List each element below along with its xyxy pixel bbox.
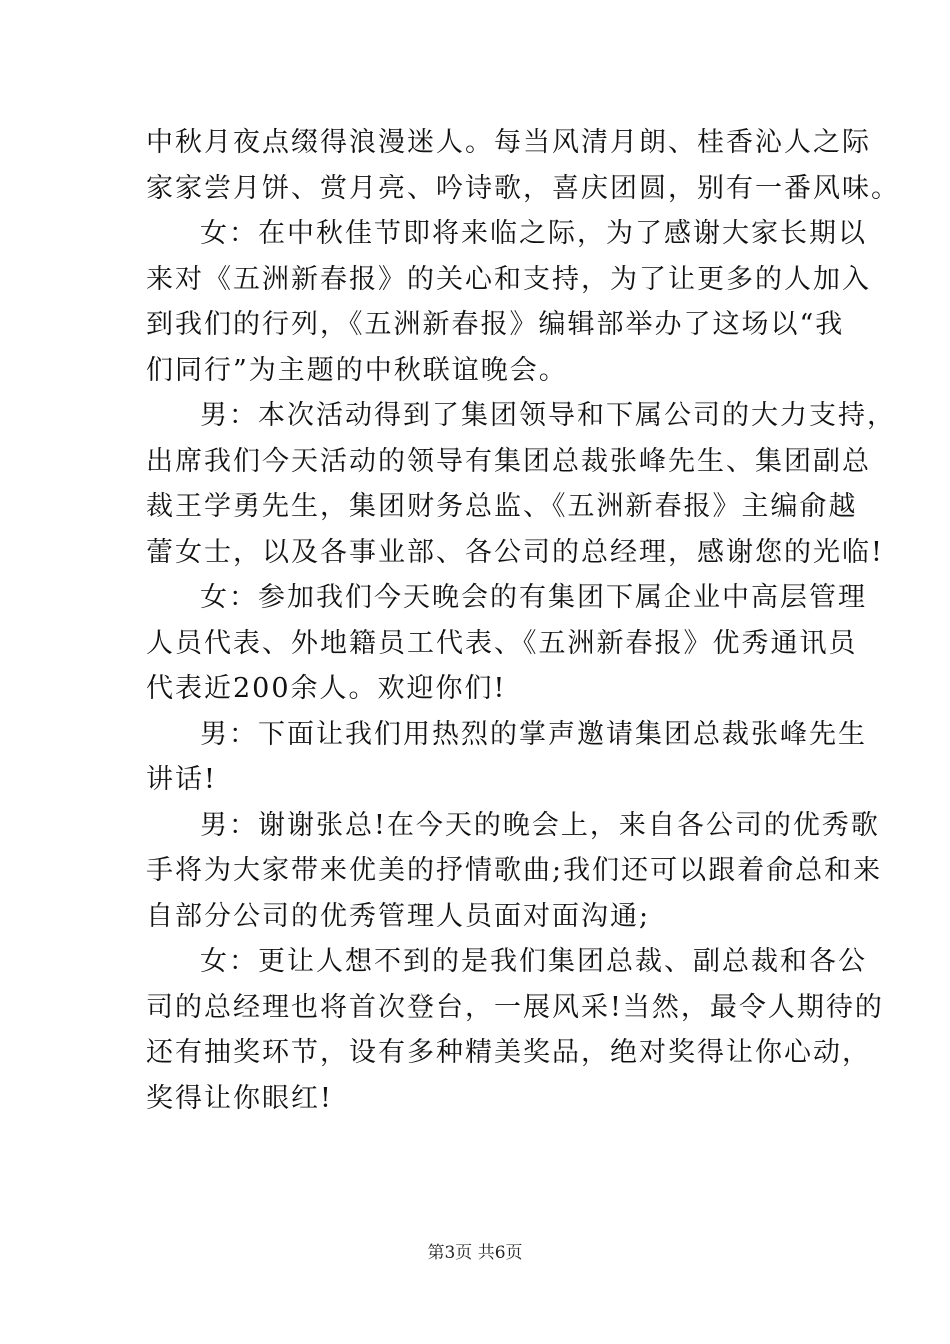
text-line: 家家尝月饼、赏月亮、吟诗歌，喜庆团圆，别有一番风味。 [146,172,900,204]
text-line: 手将为大家带来优美的抒情歌曲;我们还可以跟着俞总和来 [146,855,883,886]
text-line: 裁王学勇先生，集团财务总监、《五洲新春报》主编俞越 [146,491,858,522]
text-line: 女：在中秋佳节即将来临之际，为了感谢大家长期以 [200,218,867,249]
text-line: 奖得让你眼红! [146,1082,333,1114]
text-line: 男：谢谢张总!在今天的晚会上，来自各公司的优秀歌 [200,809,880,841]
text-line: 蕾女士，以及各事业部、各公司的总经理，感谢您的光临! [146,536,884,568]
text-line: 中秋月夜点缀得浪漫迷人。每当风清月朗、桂香沁人之际 [146,127,871,158]
text-line: 女：更让人想不到的是我们集团总裁、副总裁和各公 [200,946,867,977]
document-body [146,120,900,1121]
text-line: 到我们的行列，《五洲新春报》编辑部举办了这场以“我 [146,309,845,340]
text-line: 人员代表、外地籍员工代表、《五洲新春报》优秀通讯员 [146,627,858,659]
text-line: 男：本次活动得到了集团领导和下属公司的大力支持， [200,400,896,431]
text-line: 自部分公司的优秀管理人员面对面沟通; [146,900,651,932]
text-line: 们同行”为主题的中秋联谊晚会。 [146,354,568,386]
page-number: 第3页 共6页 [427,1243,523,1263]
text-line: 代表近200余人。欢迎你们! [146,673,507,704]
text-line: 来对《五洲新春报》的关心和支持，为了让更多的人加入 [146,263,871,295]
text-line: 男：下面让我们用热烈的掌声邀请集团总裁张峰先生 [200,718,867,750]
text-line: 讲话! [146,764,217,795]
text-line: 还有抽奖环节，设有多种精美奖品，绝对奖得让你心动， [146,1037,871,1068]
text-line: 司的总经理也将首次登台，一展风采!当然，最令人期待的 [146,991,884,1023]
text-line: 女：参加我们今天晚会的有集团下属企业中高层管理 [200,582,867,613]
text-line: 出席我们今天活动的领导有集团总裁张峰先生、集团副总 [146,445,871,477]
